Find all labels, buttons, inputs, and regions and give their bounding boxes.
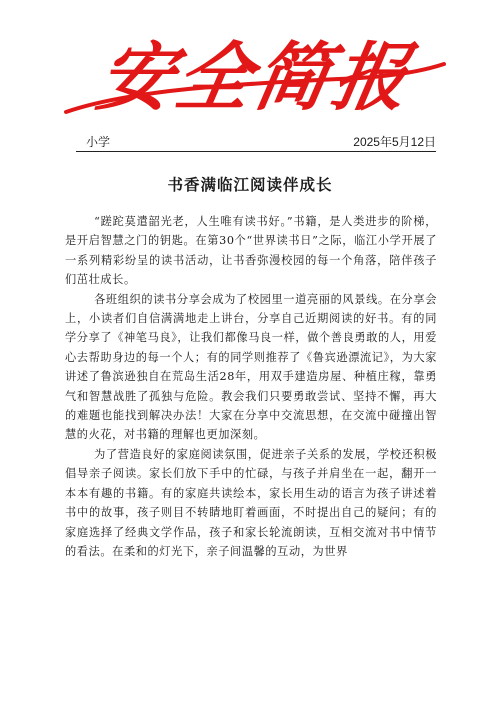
masthead: [60, 26, 450, 138]
school-label: 小学: [86, 135, 111, 149]
issue-meta-row: [76, 133, 436, 151]
header-divider: [76, 151, 436, 152]
masthead-title: 安全简报: [91, 35, 419, 121]
article-paragraph-3: 为了营造良好的家庭阅读氛围，促进亲子关系的发展，学校还积极倡导亲子阅读。家长们放下手中的忙碌，与孩子并肩坐在一起，翻开一本本有趣的书籍。有的家庭共读绘本，家长用生动的语言为孩子讲述着书中的故事，孩子则目不转睛地盯着画面，不时提出自己的疑问；有的家庭选择了经典文学作品，孩子和家长轮流朗读，互相交流对书中情节的看法。在柔和的灯光下，亲子间温馨的互动，为世界: [65, 447, 437, 558]
article-body: [65, 212, 437, 561]
issue-date: 2025年5月12日: [353, 135, 436, 149]
article-title: 书香满临江阅读伴成长: [167, 176, 333, 194]
article-paragraph-2: 各班组织的读书分享会成为了校园里一道亮丽的风景线。在分享会上，小读者们自信满满地走上讲台，分享自己近期阅读的好书。有的同学分享了《神笔马良》，让我们都像马良一样，做个善良勇敢的人，用爱心去帮助身边的每一个人；有的同学则推荐了《鲁宾逊漂流记》，为大家讲述了鲁滨逊独自在荒岛生活28年，用双手建造房屋、种植庄稼，靠勇气和智慧战胜了孤独与危险。教会我们只要勇敢尝试、坚持不懈，再大的难题也能找到解决办法！大家在分享中交流思想，在交流中碰撞出智慧的火花，对书籍的理解也更加深刻。: [65, 292, 437, 442]
article-paragraph-1: “蹉跎莫遣韶光老，人生唯有读书好。”书籍，是人类进步的阶梯，是开启智慧之门的钥匙。在第30个“世界读书日”之际，临江小学开展了一系列精彩纷呈的读书活动，让书香弥漫校园的每一个角落，陪伴孩子们茁壮成长。: [65, 215, 437, 287]
